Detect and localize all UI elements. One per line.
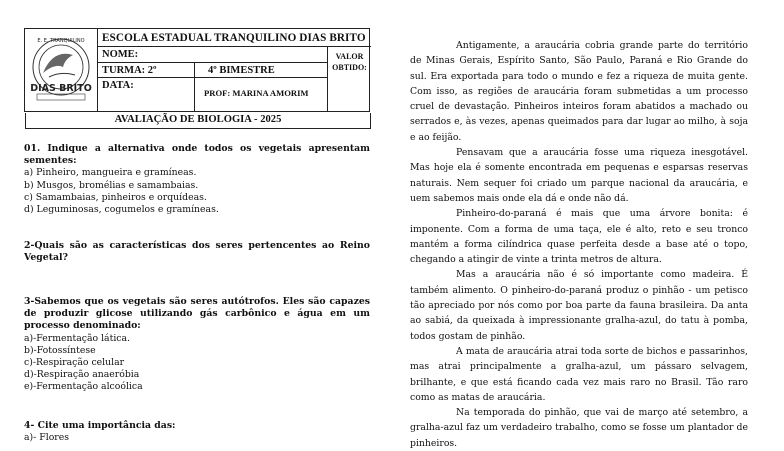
teacher-label: PROF: MARINA AMORIM xyxy=(204,88,309,98)
question-4 xyxy=(24,420,370,444)
logo-text: DIAS BRITO xyxy=(30,83,92,94)
assessment-title: AVALIAÇÃO DE BIOLOGIA - 2025 xyxy=(25,113,371,129)
header-table xyxy=(24,28,370,125)
grade-box-label: VALOR OBTIDO: xyxy=(332,52,367,72)
answer-option[interactable]: b) Musgos, bromélias e samambaias. xyxy=(24,179,199,191)
date-label: DATA: xyxy=(102,80,134,91)
question-stem: 2-Quais são as características dos seres pertencentes ao Reino Vegetal? xyxy=(24,240,370,264)
answer-option[interactable]: e)-Fermentação alcoólica xyxy=(24,381,143,393)
answer-option[interactable]: c) Samambaias, pinheiros e orquídeas. xyxy=(24,191,207,203)
text-paragraph: Mas a araucária não é só importante como madeira. É também alimento. O pinheiro-do-paraná produz o pinhão - um petisco tão apreciado por nós como por boa parte da fauna brasileira. Da anta ao sabiá, da queixada à impressionante gralha-azul, do tatu à pomba, todos gostam de pinhão. xyxy=(410,269,748,342)
class-row xyxy=(98,63,328,78)
question-stem: 4- Cite uma importância das: xyxy=(24,420,176,431)
question-stem: 3-Sabemos que os vegetais são seres autótrofos. Eles são capazes de produzir glicose utilizando gás carbônico e água em um processo denominado: xyxy=(24,296,370,332)
answer-option[interactable]: d) Leguminosas, cogumelos e gramíneas. xyxy=(24,204,219,216)
school-logo xyxy=(29,33,93,105)
text-paragraph: A mata de araucária atrai toda sorte de bichos e passarinhos, mas atrai principalmente a gralha-azul, um pássaro selvagem, brilhante, e que está ficando cada vez mais raro no Brasil. Tão raro como as matas de araucária. xyxy=(410,345,748,403)
school-name: ESCOLA ESTADUAL TRANQUILINO DIAS BRITO xyxy=(98,29,371,47)
question-1 xyxy=(24,143,370,216)
text-paragraph: Antigamente, a araucária cobria grande parte do território de Minas Gerais, Espírito Santo, São Paulo, Paraná e Rio Grande do sul. Era exportada para todo o mundo e fez a riqueza de muita gente. Com isso, as regiões de araucária foram submetidas a um processo cruel de devastação. Pinheiros inteiros foram abatidos a machado ou serrados e, às vezes, apenas queimados para dar lugar ao milho, à soja e ao feijão. xyxy=(410,40,748,143)
answer-option: a)- Flores xyxy=(24,432,70,444)
answer-option[interactable]: d)-Respiração anaeróbia xyxy=(24,369,140,381)
reading-text xyxy=(410,38,748,451)
question-2 xyxy=(24,240,370,264)
text-paragraph: Pinheiro-do-paraná é mais que uma árvore bonita: é imponente. Com a forma de uma taça, ele é alto, reto e seu tronco mantém a forma cilíndrica quase perfeita desde a base até o topo, chegando a atingir de vinte a trinta metros de altura. xyxy=(410,208,748,266)
question-stem: 01. Indique a alternativa onde todos os vegetais apresentam sementes: xyxy=(24,143,370,167)
question-3 xyxy=(24,296,370,394)
answer-option[interactable]: b)-Fotossíntese xyxy=(24,344,96,356)
text-paragraph: Pensavam que a araucária fosse uma riqueza inesgotável. Mas hoje ela é somente encontrada em pequenas e esparsas reservas naturais. Nem sequer foi criado um parque nacional da araucária, e uem sabemos mais onde ela dá e onde não dá. xyxy=(410,147,748,204)
date-row xyxy=(98,78,328,111)
answer-option[interactable]: c)-Respiração celular xyxy=(24,357,125,369)
text-paragraph: Na temporada do pinhão, que vai de março até setembro, a gralha-azul faz um verdadeiro trabalho, como se fosse um plantador de pinheiros. xyxy=(410,407,748,449)
answer-option[interactable]: a)-Fermentação lática. xyxy=(24,332,131,344)
name-field[interactable]: NOME: xyxy=(98,47,328,63)
logo-arc-text: E. E. TRANQUILINO xyxy=(37,38,85,44)
answer-option[interactable]: a) Pinheiro, mangueira e gramíneas. xyxy=(24,167,197,179)
class-label: TURMA: 2º xyxy=(102,65,157,76)
term-label: 4º BIMESTRE xyxy=(208,65,275,76)
left-column xyxy=(24,28,370,444)
school-logo-cell xyxy=(25,29,98,111)
